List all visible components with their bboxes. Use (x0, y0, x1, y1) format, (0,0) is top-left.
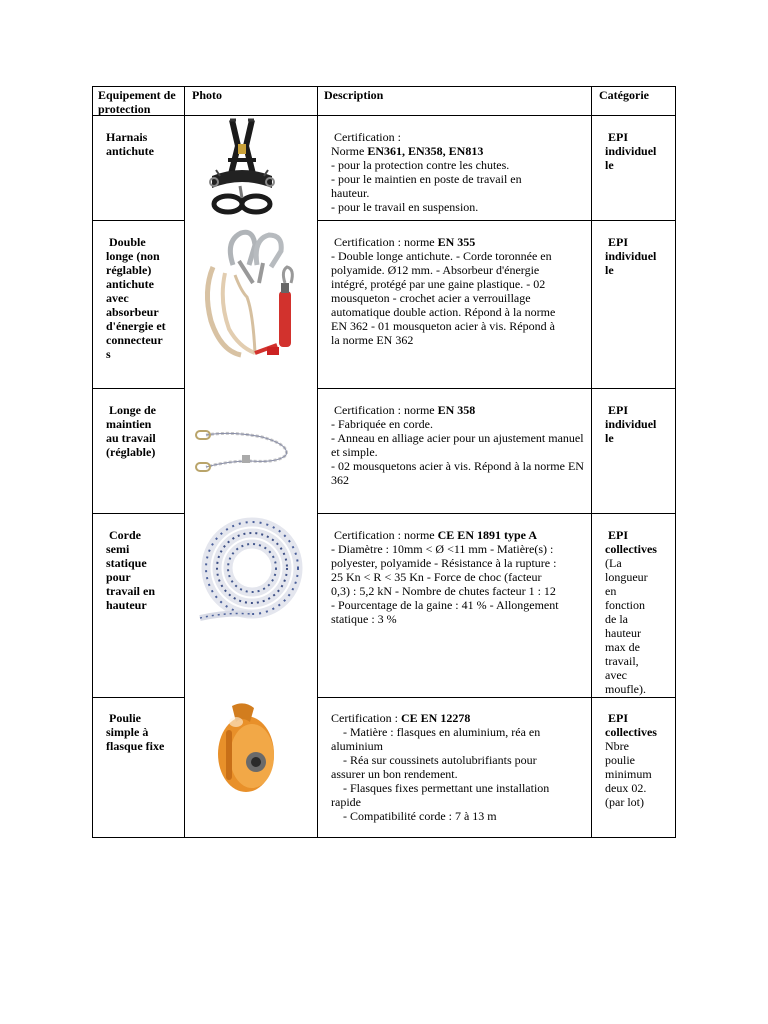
positioning-lanyard-photo (192, 415, 296, 475)
row-4-description: Certification : norme CE EN 1891 type A - Diamètre : 10mm < Ø <11 mm - Matière(s) : polyester, polyamide - Résistance à la rupture : 25 Kn < R < 35 Kn - Force de choc (facteur 0,3) : 5,2 kN - Nombre de chutes facteur 1 : 12 - Pourcentage de la gaine : 41 % - Allongement statique : 3 % (331, 528, 559, 626)
harness-photo (190, 116, 292, 220)
header-photo: Photo (192, 88, 222, 102)
row-3-name: Longe de maintien au travail (réglable) (106, 403, 157, 459)
static-rope-photo (196, 514, 304, 630)
row-5-name: Poulie simple à flasque fixe (106, 711, 165, 753)
row-2-description: Certification : norme EN 355 - Double longe antichute. - Corde toronnée en polyamide. Ø12 mm. - Absorbeur d'énergie intégré, protégé par une gaine plastique. - 02 mousqueton - crochet acier a verrouillage automatique double action. Répond à la norme EN 362 - 01 mousqueton acier à vis. Répond à la norme EN 362 (331, 235, 556, 347)
row-1-category: EPI individuel le (605, 130, 657, 172)
row-2-category: EPI individuel le (605, 235, 657, 277)
row-1-name: Harnais antichute (106, 130, 154, 158)
header-equipement: Equipement de protection (98, 88, 176, 116)
row-3-category: EPI individuel le (605, 403, 657, 445)
header-description: Description (324, 88, 384, 102)
row-1-description: Certification : Norme EN361, EN358, EN813 - pour la protection contre les chutes. - pour le maintien en poste de travail en hauteur. - pour le travail en suspension. (331, 130, 522, 214)
row-4-category: EPI collectives (La longueur en fonction de la hauteur max de travail, avec moufle). (605, 528, 657, 696)
row-4-name: Corde semi statique pour travail en hauteur (106, 528, 155, 612)
pulley-photo (204, 700, 284, 796)
double-lanyard-photo (195, 221, 307, 388)
row-3-description: Certification : norme EN 358 - Fabriquée en corde. - Anneau en alliage acier pour un ajustement manuel et simple. - 02 mousquetons acier à vis. Répond à la norme EN 362 (331, 403, 584, 487)
row-5-description: Certification : CE EN 12278 - Matière : flasques en aluminium, réa en aluminium - Réa sur coussinets autolubrifiants pour assurer un bon rendement. - Flasques fixes permettant une installation rapide - Compatibilité corde : 7 à 13 m (331, 711, 550, 823)
row-2-name: Double longe (non réglable) antichute avec absorbeur d'énergie et connecteur s (106, 235, 166, 361)
header-categorie: Catégorie (599, 88, 649, 102)
row-5-category: EPI collectives Nbre poulie minimum deux 02. (par lot) (605, 711, 657, 809)
